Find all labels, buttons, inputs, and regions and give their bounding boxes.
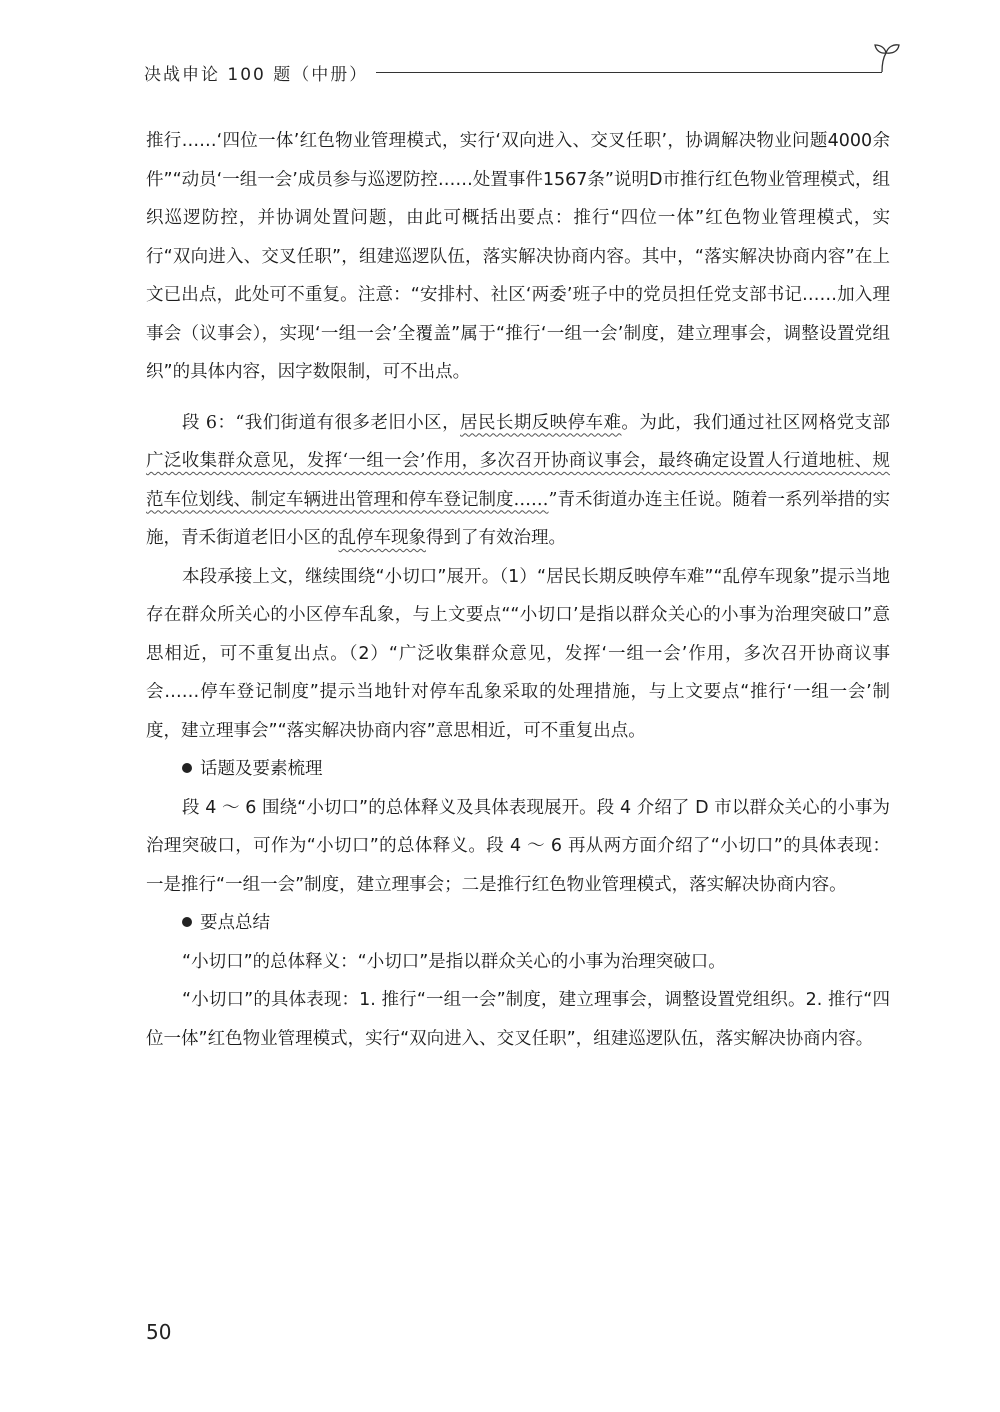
section-heading-summary [146,904,890,943]
page-body [146,122,890,1058]
wavy-underlined-text: 广泛收集群众意见，发挥‘一组一会’作用，多次召开协商议事会，最终确定设置人行道地桩、规范车位划线、制定车辆进出管理和停车登记制度…… [146,451,890,510]
header-rule [376,72,882,73]
bullet-icon [182,917,192,927]
paragraph-6-quote [146,404,890,558]
quote-text: 。为此，我们通过社区网格党支部 [621,412,890,433]
summary-line-1: “小切口”的总体释义：“小切口”是指以群众关心的小事为治理突破口。 [182,951,726,972]
wavy-underlined-text: 乱停车现象 [338,528,426,548]
wavy-underlined-text: 居民长期反映停车难 [460,412,622,433]
sprout-icon [868,40,904,76]
section-heading-topics [146,750,890,789]
paragraph-analysis: 本段承接上文，继续围绕“小切口”展开。（1）“居民长期反映停车难”“乱停车现象”提示当地存在群众所关心的小区停车乱象，与上文要点““小切口’是指以群众关心的小事为治理突破口”意思相近，可不重复出点。（2）“广泛收集群众意见，发挥‘一组一会’作用，多次召开协商议事会……停车登记制度”提示当地针对停车乱象采取的处理措施，与上文要点“推行‘一组一会’制度，建立理事会”“落实解决协商内容”意思相近，可不重复出点。 [146,566,890,741]
section-heading-text: 话题及要素梳理 [200,759,323,779]
section-heading-text: 要点总结 [200,913,270,933]
page-header [144,56,894,96]
paragraph-topics: 段 4 ～ 6 围绕“小切口”的总体释义及具体表现展开。段 4 介绍了 D 市以群众关心的小事为治理突破口，可作为“小切口”的总体释义。段 4 ～ 6 再从两方面介绍了“小切口”的具体表现：一是推行“一组一会”制度，建立理事会；二是推行红色物业管理模式，落实解决协商内容。 [146,797,890,895]
summary-line-2: “小切口”的具体表现：1. 推行“一组一会”制度，建立理事会，调整设置党组织。2. 推行“四位一体”红色物业管理模式，实行“双向进入、交叉任职”，组建巡逻队伍，落实解决协商内容。 [146,990,890,1049]
paragraph-1: 推行……‘四位一体’红色物业管理模式，实行‘双向进入、交叉任职’，协调解决物业问题4000余件”“动员‘一组一会’成员参与巡逻防控……处置事件1567条”说明D市推行红色物业管理模式，组织巡逻防控，并协调处置问题，由此可概括出要点：推行“四位一体”红色物业管理模式，实行“双向进入、交叉任职”，组建巡逻队伍，落实解决协商内容。其中，“落实解决协商内容”在上文已出点，此处可不重复。注意：“安排村、社区‘两委’班子中的党员担任党支部书记……加入理事会（议事会），实现‘一组一会’全覆盖”属于“推行‘一组一会’制度，建立理事会，调整设置党组织”的具体内容，因字数限制，可不出点。 [146,131,890,382]
quote-text: 得到了有效治理。 [426,528,566,548]
bullet-icon [182,763,192,773]
page-number: 50 [146,1320,172,1344]
quote-text: 段 6：“我们街道有很多老旧小区， [182,412,461,433]
book-title: 决战申论 100 题（中册） [144,65,369,85]
quote-text: ”青禾街道办连主任说。随着一系列举措的实施，青禾街道老旧小区的 [146,489,890,548]
